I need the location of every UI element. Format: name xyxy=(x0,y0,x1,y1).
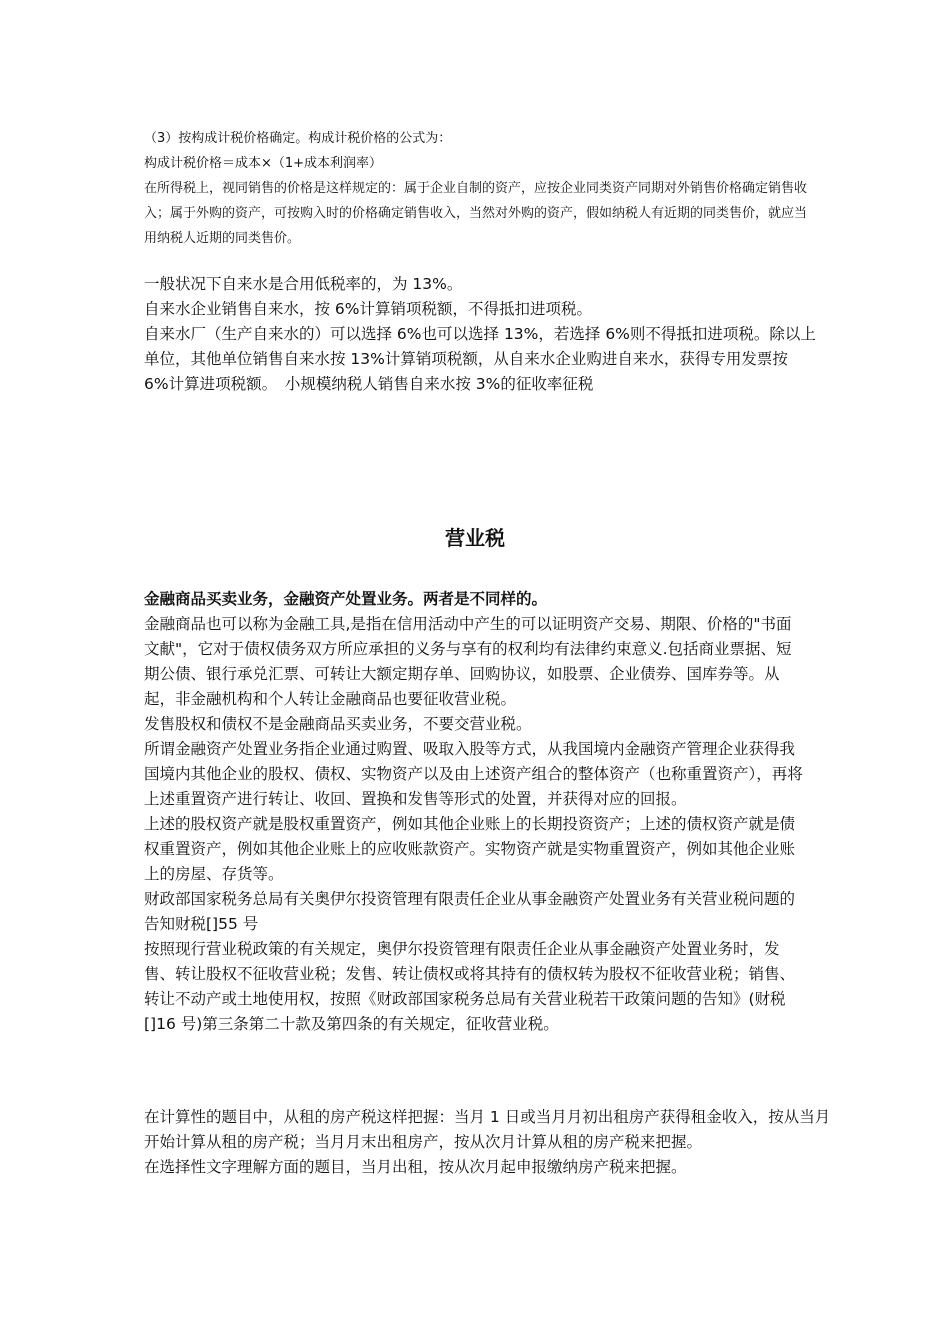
business-paragraph-5: 财政部国家税务总局有关奥伊尔投资管理有限责任企业从事金融资产处置业务有关营业税问题的告知财税[]55 号 xyxy=(144,890,796,933)
water-paragraph: 自来水厂（生产自来水的）可以选择 6%也可以选择 13%，若选择 6%则不得抵扣进项税。除以上单位，其他单位销售自来水按 13%计算销项税额，从自来水企业购进自来水，获得专用发票按 6%计算进项税额。 小规模纳税人销售自来水按 3%的征收率征税 xyxy=(144,325,816,393)
water-section xyxy=(144,272,834,397)
intro-paragraph: 在所得税上，视同销售的价格是这样规定的：属于企业自制的资产，应按企业同类资产同期对外销售价格确定销售收入；属于外购的资产，可按购入时的价格确定销售收入，当然对外购的资产，假如纳税人有近期的同类售价，就应当用纳税人近期的同类售价。 xyxy=(144,181,808,246)
intro-line-2: 构成计税价格＝成本×（1+成本利润率） xyxy=(144,156,383,171)
business-paragraph-1: 金融商品也可以称为金融工具,是指在信用活动中产生的可以证明资产交易、期限、价格的"书面文献"，它对于债权债务双方所应承担的义务与享有的权利均有法律约束意义.包括商业票据、短期公债、银行承兑汇票、可转让大额定期存单、回购协议，如股票、企业债券、国库券等。从起，非金融机构和个人转让金融商品也要征收营业税。 xyxy=(144,615,792,708)
water-line-2: 自来水企业销售自来水，按 6%计算销项税额，不得抵扣进项税。 xyxy=(144,300,593,318)
water-line-1: 一般状况下自来水是合用低税率的，为 13%。 xyxy=(144,275,463,293)
business-heading: 金融商品买卖业务，金融资产处置业务。两者是不同样的。 xyxy=(144,590,548,608)
business-paragraph-3: 所谓金融资产处置业务指企业通过购置、吸取入股等方式，从我国境内金融资产管理企业获得我国境内其他企业的股权、债权、实物资产以及由上述资产组合的整体资产（也称重置资产），再将上述重置资产进行转让、收回、置换和发售等形式的处置，并获得对应的回报。 xyxy=(144,740,803,808)
section-title: 营业税 xyxy=(445,526,505,550)
intro-line-1: （3）按构成计税价格确定。构成计税价格的公式为： xyxy=(144,131,452,146)
business-tax-section xyxy=(144,587,804,1037)
property-tax-section xyxy=(144,1105,834,1180)
business-paragraph-4: 上述的股权资产就是股权重置资产，例如其他企业账上的长期投资资产；上述的债权资产就是债权重置资产，例如其他企业账上的应收账款资产。实物资产就是实物重置资产，例如其他企业账上的房屋、存货等。 xyxy=(144,815,796,883)
property-paragraph-2: 在选择性文字理解方面的题目，当月出租，按从次月起申报缴纳房产税来把握。 xyxy=(144,1158,687,1176)
business-paragraph-2: 发售股权和债权不是金融商品买卖业务，不要交营业税。 xyxy=(144,715,532,733)
property-paragraph-1: 在计算性的题目中，从租的房产税这样把握：当月 1 日或当月月初出租房产获得租金收入，按从当月开始计算从租的房产税；当月月末出租房产，按从次月计算从租的房产税来把握。 xyxy=(144,1108,831,1151)
intro-section xyxy=(144,126,834,251)
business-paragraph-6: 按照现行营业税政策的有关规定，奥伊尔投资管理有限责任企业从事金融资产处置业务时，发售、转让股权不征收营业税；发售、转让债权或将其持有的债权转为股权不征收营业税；销售、转让不动产或土地使用权，按照《财政部国家税务总局有关营业税若干政策问题的告知》(财税[]16 号)第三条第二十款及第四条的有关规定，征收营业税。 xyxy=(144,940,796,1033)
